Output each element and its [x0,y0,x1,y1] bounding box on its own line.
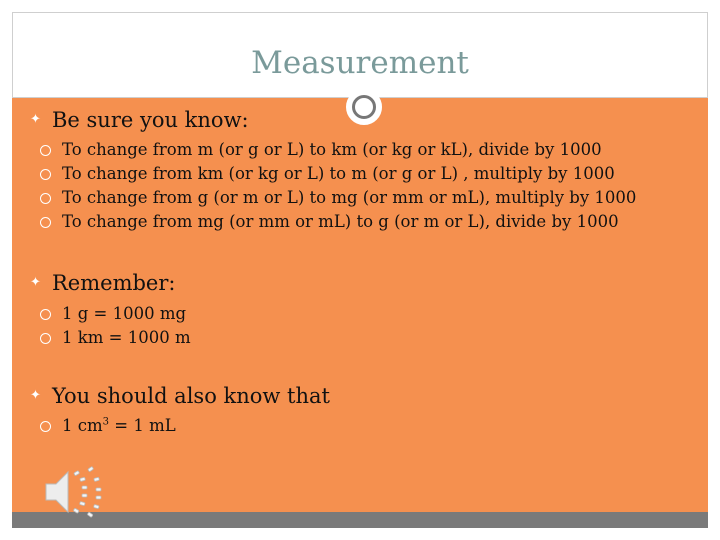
bullet-icon: ✦ [30,388,41,403]
list-item: 1 km = 1000 m [62,328,191,347]
slide-title: Measurement [251,45,469,81]
superscript: 3 [102,416,110,428]
bullet-icon: ✦ [30,112,41,127]
section-heading: You should also know that [52,384,330,408]
list-item [62,416,176,435]
footer-bar [12,512,708,528]
list-item: To change from mg (or mm or mL) to g (or m or L), divide by 1000 [62,212,619,231]
list-item-text: 1 cm [62,416,103,435]
bullet-icon [40,421,51,432]
list-item: To change from km (or kg or L) to m (or g or L) , multiply by 1000 [62,164,615,183]
bullet-icon [40,309,51,320]
list-item: 1 g = 1000 mg [62,304,187,323]
bullet-icon [40,193,51,204]
section-heading: Be sure you know: [52,108,249,132]
list-item: To change from m (or g or L) to km (or kg or kL), divide by 1000 [62,140,602,159]
slide [12,12,708,528]
bullet-icon [40,145,51,156]
bullet-icon [40,217,51,228]
list-item: To change from g (or m or L) to mg (or mm or mL), multiply by 1000 [62,188,637,207]
speaker-icon[interactable] [42,464,106,520]
bullet-icon [40,333,51,344]
bullet-icon [40,169,51,180]
divider-ornament-icon [346,89,382,125]
list-item-text: = 1 mL [109,416,176,435]
section-heading: Remember: [52,271,176,295]
bullet-icon: ✦ [30,275,41,290]
